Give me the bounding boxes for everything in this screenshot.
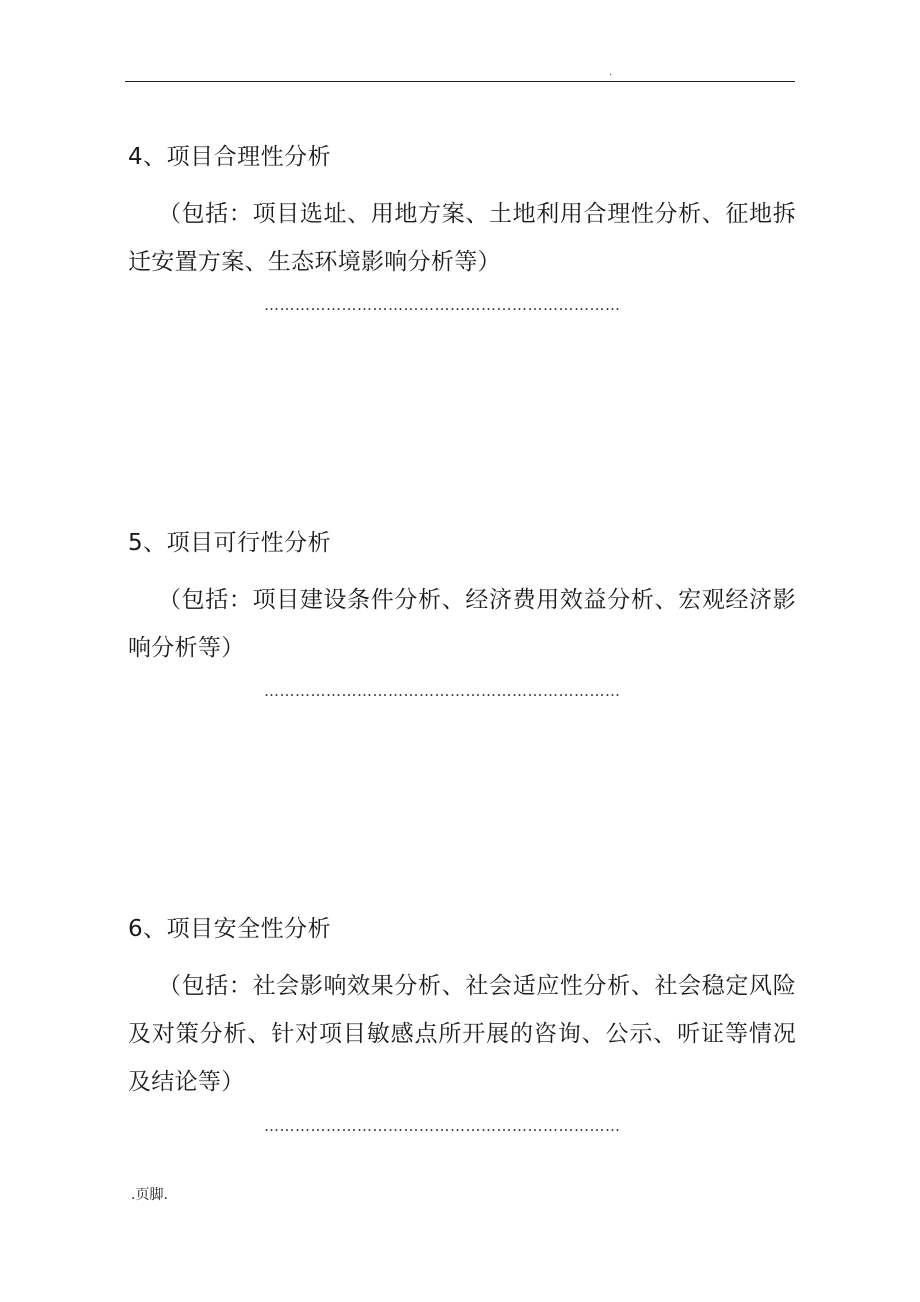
section-ellipsis: …………………………………………………………… — [264, 683, 621, 699]
section-title: 5、项目可行性分析 — [128, 530, 332, 556]
section-ellipsis: …………………………………………………………… — [264, 297, 621, 313]
section-description: （包括：项目建设条件分析、经济费用效益分析、宏观经济影响分析等） — [128, 587, 796, 661]
header-rule — [125, 81, 795, 82]
section-title: 4、项目合理性分析 — [128, 144, 332, 170]
section-feasibility — [128, 528, 796, 672]
section-ellipsis: …………………………………………………………… — [264, 1118, 621, 1134]
section-description: （包括：项目选址、用地方案、土地利用合理性分析、征地拆迁安置方案、生态环境影响分析等） — [128, 201, 796, 275]
section-title: 6、项目安全性分析 — [128, 916, 332, 942]
section-rationality — [128, 142, 796, 286]
header-dot: . — [609, 67, 613, 78]
section-description: （包括：社会影响效果分析、社会适应性分析、社会稳定风险及对策分析、针对项目敏感点所开展的咨询、公示、听证等情况及结论等） — [128, 973, 796, 1095]
section-safety — [128, 914, 796, 1106]
page-footer: .页脚. — [131, 1187, 168, 1203]
